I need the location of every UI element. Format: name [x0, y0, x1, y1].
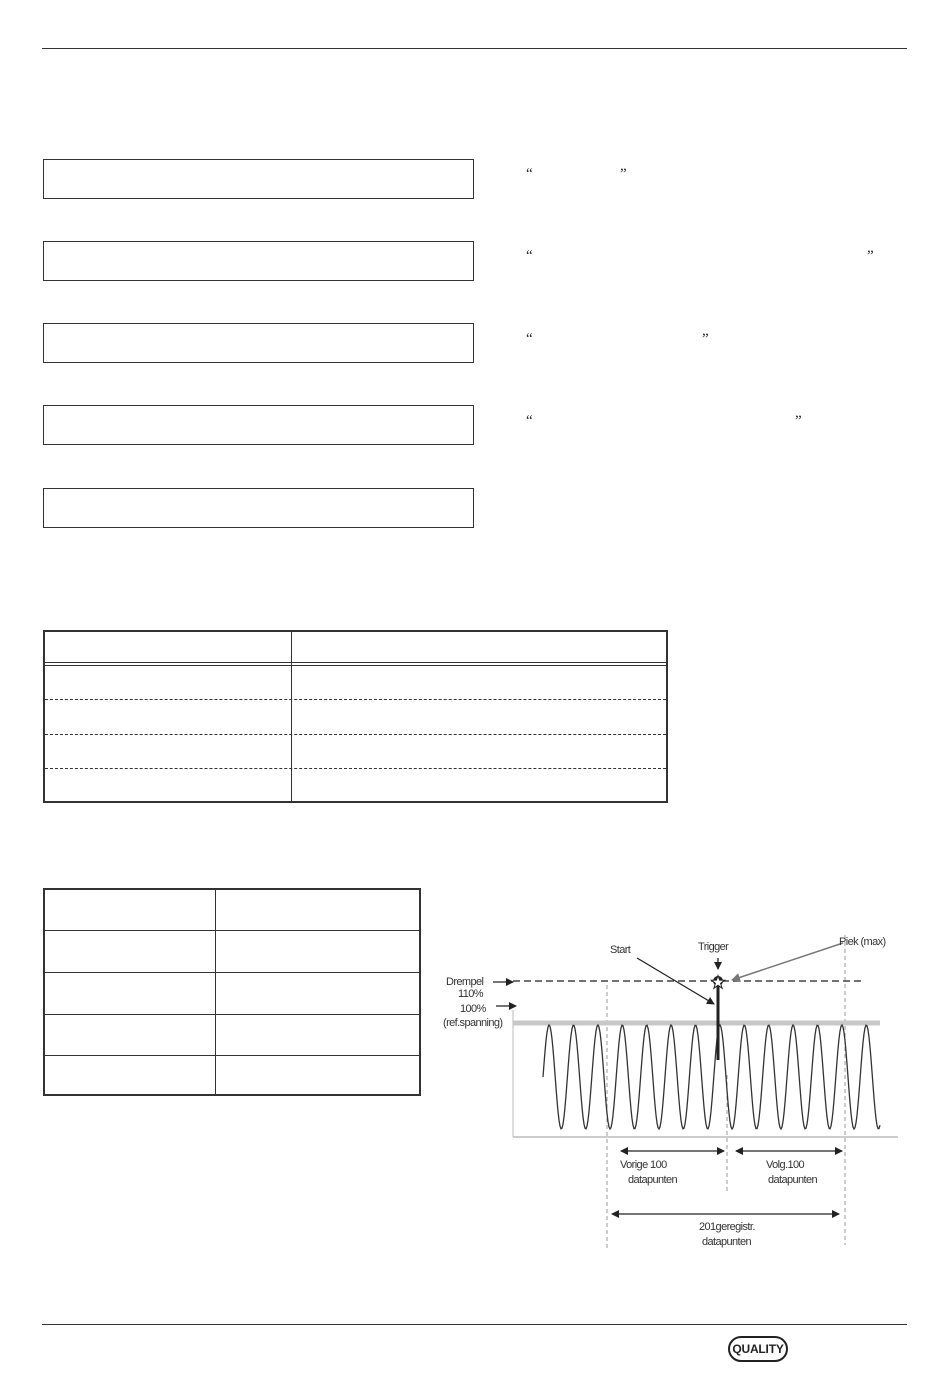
settings-table-row-divider [45, 699, 666, 700]
display-box-3 [43, 323, 474, 363]
display-box-5 [43, 488, 474, 528]
display-box-1 [43, 159, 474, 199]
total-points-unit-label: datapunten [702, 1236, 752, 1248]
next-points-label: Volg.100 [766, 1159, 805, 1171]
record-table [43, 888, 421, 1096]
close-quote-3: ” [702, 331, 709, 347]
settings-table-row-divider [45, 734, 666, 735]
reference-percent-label: 100% [460, 1003, 486, 1015]
record-table-column-divider [215, 890, 216, 1094]
settings-table-header-divider [45, 665, 666, 666]
header-rule [42, 48, 907, 49]
settings-table-row-divider [45, 768, 666, 769]
peak-label: Piek (max) [839, 936, 886, 948]
open-quote-4: “ [526, 413, 533, 429]
reference-voltage-label: (ref.spanning) [443, 1017, 503, 1029]
previous-points-unit-label: datapunten [628, 1174, 678, 1186]
close-quote-2: ” [867, 248, 874, 264]
total-points-label: 201geregistr. [699, 1221, 755, 1233]
close-quote-4: ” [795, 413, 802, 429]
quality-badge: QUALITY [728, 1336, 788, 1362]
record-table-row-divider [45, 1014, 419, 1015]
display-box-4 [43, 405, 474, 445]
settings-table-header-divider [45, 662, 666, 663]
threshold-percent-label: 110% [458, 988, 483, 1000]
footer-rule [42, 1324, 907, 1325]
open-quote-2: “ [526, 248, 533, 264]
close-quote-1: ” [620, 166, 627, 182]
waveform-trace [543, 1025, 880, 1129]
settings-table [43, 630, 668, 803]
display-box-2 [43, 241, 474, 281]
start-label: Start [610, 944, 631, 956]
trigger-label: Trigger [698, 941, 729, 953]
previous-points-label: Vorige 100 [620, 1159, 667, 1171]
peak-pointer-arrow [732, 943, 843, 980]
record-table-row-divider [45, 930, 419, 931]
capture-diagram [440, 925, 910, 1255]
next-points-unit-label: datapunten [768, 1174, 818, 1186]
record-table-row-divider [45, 972, 419, 973]
open-quote-3: “ [526, 331, 533, 347]
threshold-label: Drempel [446, 976, 484, 988]
settings-table-column-divider [291, 632, 292, 801]
open-quote-1: “ [526, 166, 533, 182]
record-table-row-divider [45, 1055, 419, 1056]
